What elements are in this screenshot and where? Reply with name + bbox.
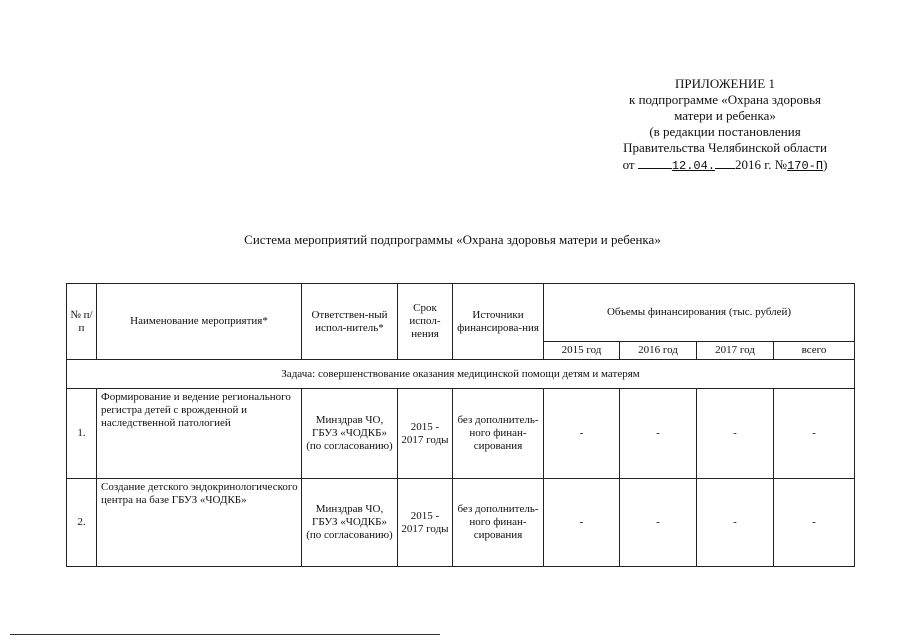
- appendix-line: к подпрограмме «Охрана здоровья: [629, 92, 821, 107]
- header-year-2017: 2017 год: [697, 342, 774, 360]
- row-num: 1.: [67, 389, 97, 479]
- row-value-2015: -: [544, 479, 620, 567]
- row-name: Создание детского эндокринологического центра на базе ГБУЗ «ЧОДКБ»: [97, 479, 302, 567]
- bottom-divider: [10, 634, 440, 635]
- appendix-line: матери и ребенка»: [674, 108, 776, 123]
- appendix-line: Правительства Челябинской области: [623, 140, 827, 155]
- row-value-total: -: [774, 389, 855, 479]
- number-value: 170-П: [787, 159, 824, 173]
- appendix-header: [560, 76, 890, 174]
- header-year-2015: 2015 год: [544, 342, 620, 360]
- task-row: [67, 360, 855, 389]
- header-name: Наименование мероприятия*: [97, 284, 302, 360]
- row-value-2015: -: [544, 389, 620, 479]
- number-prefix: №: [774, 157, 788, 172]
- header-total: всего: [774, 342, 855, 360]
- row-term: 2015 - 2017 годы: [398, 479, 453, 567]
- appendix-line: (в редакции постановления: [649, 124, 801, 139]
- header-responsible: Ответствен-ный испол-нитель*: [302, 284, 398, 360]
- row-term: 2015 - 2017 годы: [398, 389, 453, 479]
- appendix-title: ПРИЛОЖЕНИЕ 1: [675, 76, 775, 91]
- table-row: [67, 479, 855, 567]
- year-text: 2016 г.: [735, 157, 772, 172]
- row-value-2017: -: [697, 389, 774, 479]
- row-value-total: -: [774, 479, 855, 567]
- row-name: Формирование и ведение регионального регистра детей с врожденной и наследственной патологией: [97, 389, 302, 479]
- row-num: 2.: [67, 479, 97, 567]
- header-num: № п/п: [67, 284, 97, 360]
- row-value-2016: -: [620, 389, 697, 479]
- document-title: Система мероприятий подпрограммы «Охрана здоровья матери и ребенка»: [244, 232, 661, 247]
- row-source: без дополнитель-ного финан-сирования: [453, 389, 544, 479]
- date-blank-left: [638, 156, 672, 169]
- header-sources: Источники финансирова-ния: [453, 284, 544, 360]
- row-responsible: Минздрав ЧО, ГБУЗ «ЧОДКБ» (по согласованию): [302, 389, 398, 479]
- row-value-2016: -: [620, 479, 697, 567]
- table-row: [67, 389, 855, 479]
- header-term: Срок испол-нения: [398, 284, 453, 360]
- date-prefix: от: [622, 157, 635, 172]
- date-value: 12.04.: [671, 159, 716, 173]
- date-blank-right: [715, 156, 735, 169]
- appendix-date-line: [560, 156, 890, 174]
- header-year-2016: 2016 год: [620, 342, 697, 360]
- row-value-2017: -: [697, 479, 774, 567]
- row-source: без дополнитель-ного финан-сирования: [453, 479, 544, 567]
- closing-paren: ): [823, 157, 828, 172]
- row-responsible: Минздрав ЧО, ГБУЗ «ЧОДКБ» (по согласованию): [302, 479, 398, 567]
- task-text: Задача: совершенствование оказания медицинской помощи детям и матерям: [67, 360, 855, 389]
- measures-table: [66, 283, 855, 567]
- header-funding: Объемы финансирования (тыс. рублей): [544, 284, 855, 342]
